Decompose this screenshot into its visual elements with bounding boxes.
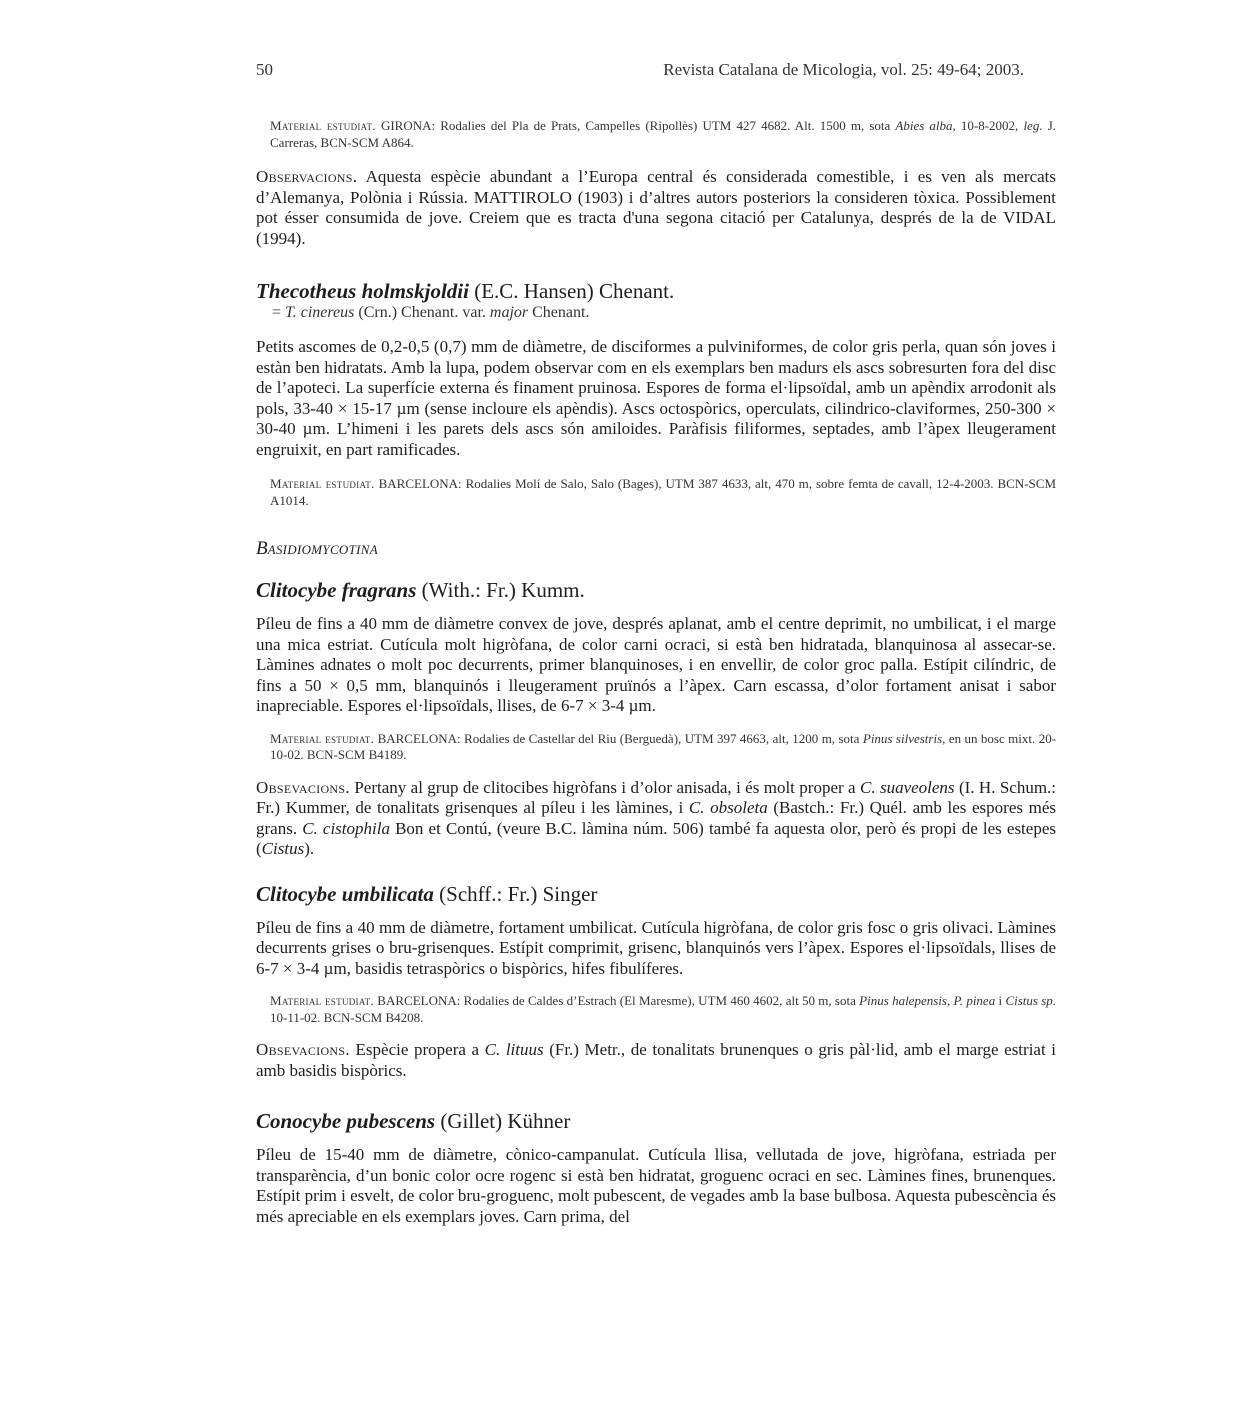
material-label: Material estudiat.: [270, 118, 376, 133]
observations-text: Espècie propera a: [355, 1040, 480, 1059]
synonym-line: [272, 303, 1056, 323]
material-text: BARCELONA: Rodalies de Castellar del Riu (Berguedà), UTM 397 4663, alt, 1200 m, sota: [377, 730, 860, 746]
material-text: ,: [946, 993, 951, 1008]
observations-text: Pertany al grup de clitocibes higròfans i d’olor anisada, i és molt proper a: [354, 777, 856, 797]
running-header: [256, 60, 1024, 84]
taxon-author: (With.: Fr.) Kumm.: [421, 578, 585, 602]
material-studied-paragraph: [270, 476, 1056, 509]
section-heading: [256, 537, 1056, 560]
species-ref: Cistus: [261, 839, 305, 858]
material-text: BARCELONA: Rodalies de Caldes d’Estrach (El Maresme), UTM 460 4602, alt 50 m, sota: [377, 993, 856, 1008]
main-column: [256, 118, 1056, 1227]
description-paragraph: Petits ascomes de 0,2-0,5 (0,7) mm de diàmetre, de disciformes a pulviniformes, de color gris perla, quan són joves i estàn ben hidratats. Amb la lupa, podem observar com en els exemplars ben madurs els ascs sobresurten fora del disc de l’apoteci. La superfície externa és finament pruinosa. Espores de forma el·lipsoïdal, amb un apèndix arrodonit als pols, 33-40 × 15-17 µm (sense incloure els apèndis). Ascs octospòrics, operculats, cilindrico-claviformes, 250-300 × 30-40 µm. L’himeni i les parets dels ascs són amiloides. Paràfisis filiformes, septades, amb l’àpex lleugerament engruixit, en part ramificades.: [256, 337, 1056, 459]
species-ref: C. obsoleta: [688, 798, 768, 817]
synonym-variety: major: [489, 304, 529, 321]
observations-text: (Bastch.: Fr.) Quél. amb les espores més grans.: [256, 798, 1057, 838]
material-label: Material estudiat.: [270, 993, 374, 1008]
material-text: J. Carreras, BCN-SCM A864.: [270, 118, 1057, 150]
taxon-author: (E.C. Hansen) Chenant.: [474, 279, 675, 303]
observations-label: Obsevacions.: [256, 1040, 350, 1059]
species-ref: C. cistophila: [302, 818, 390, 838]
taxon-heading: [256, 279, 1056, 303]
synonym-text: Chenant.: [532, 304, 590, 321]
species-ref: C. lituus: [484, 1040, 544, 1059]
material-text: GIRONA: Rodalies del Pla de Prats, Campelles (Ripollès) UTM 427 4682. Alt. 1500 m, sota: [380, 118, 891, 133]
taxon-heading: [256, 882, 1056, 906]
material-label: Material estudiat.: [270, 730, 375, 746]
species-ref: Abies alba: [895, 118, 953, 133]
description-paragraph: Píleu de fins a 40 mm de diàmetre convex de jove, després aplanat, amb el centre deprimit, no umbilicat, i el marge una mica estriat. Cutícula molt higròfana, de color carni ocraci, si està ben hidratada, blanquinosa al assecar-se. Làmines adnates o molt poc decurrents, primer blanquinoses, i en envellir, de color groc palla. Estípit cilíndric, de fins a 50 × 0,5 mm, blanquinós i lleugerament pruïnós a l’àpex. Carn escassa, d’olor fortament anisat i sabor inapreciable. Espores el·lipsoïdals, llises, de 6-7 × 3-4 µm.: [256, 614, 1056, 715]
taxon-author: (Gillet) Kühner: [440, 1109, 571, 1133]
page-number: 50: [256, 60, 273, 79]
taxon-name: Conocybe pubescens: [256, 1109, 436, 1133]
description-paragraph: Píleu de fins a 40 mm de diàmetre, fortament umbilicat. Cutícula higròfana, de color gris fosc o gris olivaci. Làmines decurrents grises o bru-grisenques. Estípit comprimit, grisenc, blanquinós vers l’àpex. Espores el·lipsoïdals, llises de 6-7 × 3-4 µm, basidis tetraspòrics o bispòrics, hifes fibulíferes.: [256, 917, 1056, 978]
material-studied-paragraph: [270, 731, 1056, 764]
synonym-name: T. cinereus: [285, 304, 355, 321]
material-text: 10-11-02. BCN-SCM B4208.: [270, 1009, 424, 1025]
species-ref: P. pinea: [953, 993, 996, 1008]
taxon-name: Clitocybe umbilicata: [256, 881, 434, 906]
observations-paragraph: [256, 1040, 1056, 1081]
observations-text: Bon et Contú, (veure B.C. làmina núm. 506) també fa aquesta olor, però és propi de les estepes (: [256, 818, 1056, 858]
species-ref: Cistus sp.: [1005, 993, 1057, 1008]
taxon-name: Clitocybe fragrans: [256, 578, 417, 602]
description-paragraph: Píleu de 15-40 mm de diàmetre, cònico-campanulat. Cutícula llisa, vellutada de jove, higròfana, estriada per transparència, d’un bonic color ocre rogenc si està ben hidratat, groguenc ocraci en sec. Làmines fines, brunenques. Estípit prim i esvelt, de color bru-groguenc, molt pubescent, de vegades amb la base bulbosa. Aquesta pubescència és més apreciable en els exemplars joves. Carn prima, del: [256, 1145, 1056, 1226]
species-ref: Pinus halepensis: [859, 993, 947, 1008]
observations-text: Aquesta espècie abundant a l’Europa central és considerada comestible, i es ven als mercats d’Alemanya, Polònia i Rússia. MATTIROLO (1903) i d’altres autors posteriors la consideren tòxica. Possiblement pot ésser consumida de jove. Creiem que es tracta d'una segona citació per Catalunya, després de la de VIDAL (1994).: [256, 167, 1056, 248]
section-initial: B: [256, 538, 268, 559]
observations-text: (I. H. Schum.: Fr.) Kummer, de tonalitats grisenques al píleu i les làmines, i: [256, 777, 1057, 817]
taxon-heading: [256, 1109, 1056, 1133]
material-studied-paragraph: [270, 993, 1056, 1026]
section-rest: asidiomycotina: [267, 538, 378, 558]
leg-abbrev: leg.: [1023, 118, 1043, 133]
synonym-text: (Crn.) Chenant. var.: [358, 304, 486, 321]
observations-text: ).: [304, 839, 315, 858]
observations-label: Observacions.: [256, 167, 358, 186]
material-text: i: [998, 993, 1003, 1008]
taxon-author: (Schff.: Fr.) Singer: [439, 881, 598, 906]
synonym-sign: =: [272, 304, 282, 321]
material-text: BARCELONA: Rodalies Molí de Salo, Salo (Bages), UTM 387 4633, alt, 470 m, sobre femta de cavall, 12-4-2003. BCN-SCM A1014.: [270, 476, 1056, 508]
material-studied-paragraph: [270, 118, 1056, 151]
material-text: , en un bosc mixt. 20-10-02. BCN-SCM B4189.: [270, 730, 1057, 762]
species-ref: Pinus silvestris: [862, 730, 943, 746]
material-text: , 10-8-2002,: [952, 118, 1019, 133]
observations-paragraph: [256, 778, 1056, 860]
taxon-name: Thecotheus holmskjoldii: [256, 279, 469, 303]
observations-text: (Fr.) Metr., de tonalitats brunenques o gris pàl·lid, amb el marge estriat i amb basidis bispòrics.: [256, 1040, 1057, 1080]
journal-citation: Revista Catalana de Micologia, vol. 25: 49-64; 2003.: [663, 60, 1024, 79]
species-ref: C. suaveolens: [859, 777, 955, 797]
taxon-heading: [256, 578, 1056, 602]
observations-paragraph: [256, 167, 1056, 249]
observations-label: Obsevacions.: [256, 777, 350, 797]
material-label: Material estudiat.: [270, 476, 375, 491]
